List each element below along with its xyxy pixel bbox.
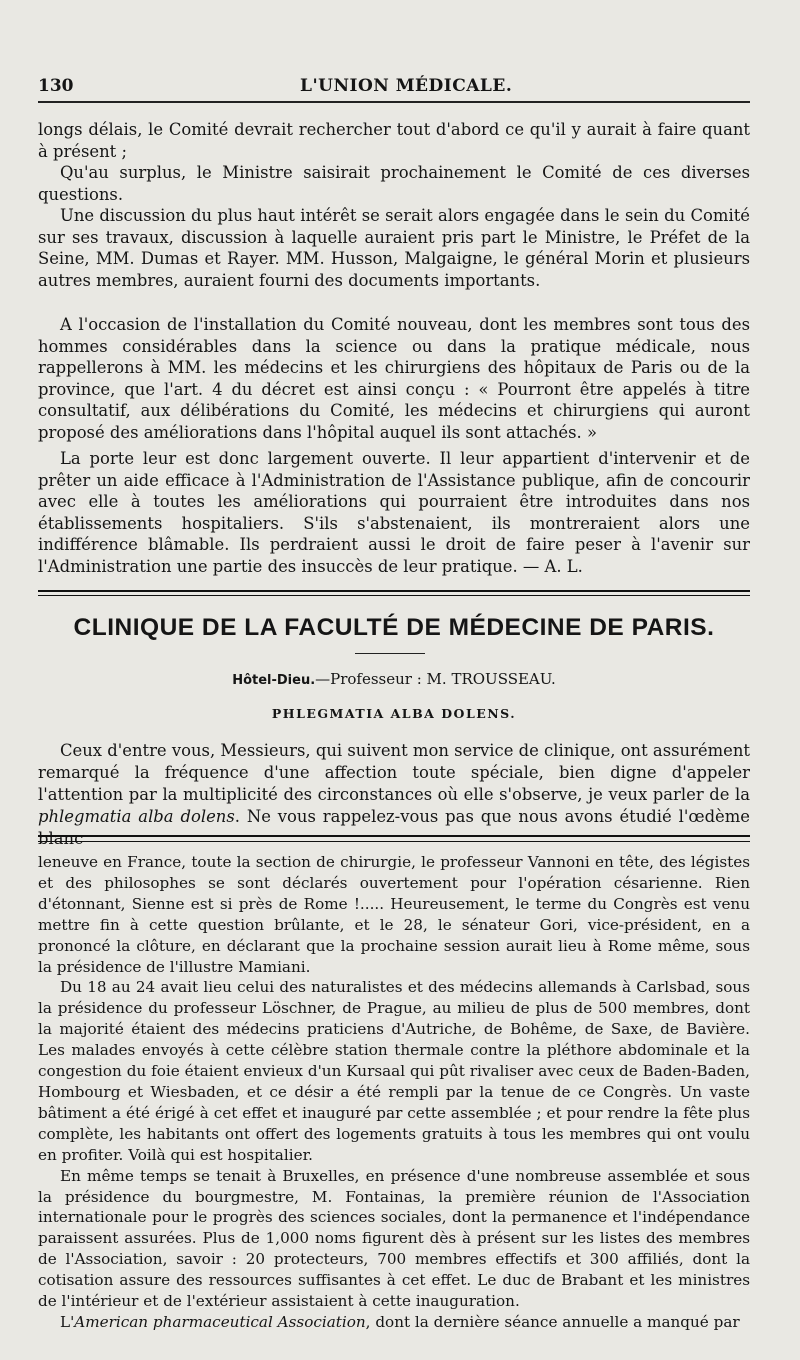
- clinique-body-start: Ceux d'entre vous, Messieurs, qui suivent mon service de clinique, ont assurément remarqué la fréquence d'une affection toute spéciale, bien digne d'appeler l'attention par la multiplicité des circonstances où elle s'observe, je veux parler de la: [38, 741, 750, 804]
- clinique-hospital-line: [38, 670, 750, 688]
- feuilleton-paragraph-3: En même temps se tenait à Bruxelles, en présence d'une nombreuse assemblée et sous la présidence du bourgmestre, M. Fontainas, la première réunion de l'Association internationale pour le progrès des sciences sociales, dont la permanence et l'indépendance paraissent assurées. Plus de 1,000 noms figurent dès à présent sur les listes des membres de l'Association, savoir : 20 protecteurs, 700 membres effectifs et 300 affiliés, dont la cotisation assure des ressources suffisantes à cet effet. Le duc de Brabant et les ministres de l'intérieur et de l'extérieur assistaient à cette inauguration.: [38, 1166, 750, 1311]
- association-name: American pharmaceutical Association: [74, 1312, 366, 1331]
- feuilleton-paragraph-4: [38, 1312, 750, 1333]
- clinique-heading: CLINIQUE DE LA FACULTÉ DE MÉDECINE DE PARIS.: [73, 614, 715, 641]
- section-divider-top: [38, 590, 750, 592]
- feuilleton-paragraph-1: leneuve en France, toute la section de chirurgie, le professeur Vannoni en tête, des légistes et des philosophes se sont déclarés ouvertement pour l'opération césarienne. Rien d'étonnant, Sienne est si près de Rome !..... Heureusement, le terme du Congrès est venu mettre fin à cette question brûlante, et le 28, le sénateur Gori, vice-président, en a prononcé la clôture, en déclarant que la prochaine session aurait lieu à Rome même, sous la présidence de l'illustre Mamiani.: [38, 853, 750, 976]
- header-rule: [38, 101, 750, 103]
- continuation-paragraph-2: Qu'au surplus, le Ministre saisirait prochainement le Comité de ces diverses questions.: [38, 163, 750, 204]
- feuilleton-paragraph-2: Du 18 au 24 avait lieu celui des naturalistes et des médecins allemands à Carlsbad, sous la présidence du professeur Löschner, de Prague, au milieu de plus de 500 membres, dont la majorité étaient des médecins praticiens d'Autriche, de Bohême, de Saxe, de Bavière. Les malades envoyés à cette célèbre station thermale contre la pléthore abdominale et la congestion du foie étaient envieux d'un Kursaal qui pût rivaliser avec ceux de Baden-Baden, Hombourg et Wiesbaden, et ce désir a été rempli par la tenue de ce Congrès. Un vaste bâtiment a été érigé à cet effet et inauguré par cette assemblée ; et pour rendre la fête plus complète, les habitants ont offert des logements gratuits à tous les membres qui ont voulu en profiter. Voilà qui est hospitalier.: [38, 978, 750, 1164]
- lecture-subject: PHLEGMATIA ALBA DOLENS.: [271, 706, 517, 721]
- page-number: 130: [38, 76, 74, 96]
- continuation-paragraph-1: longs délais, le Comité devrait rechercher tout d'abord ce qu'il y aurait à faire quant à présent ;: [38, 120, 750, 161]
- feuilleton-p4-start: L': [60, 1312, 75, 1331]
- clinique-body-italic: phlegmatia alba dolens: [38, 807, 235, 826]
- hospital-name: Hôtel-Dieu.: [232, 673, 316, 688]
- clinique-body-end: . Ne vous rappelez-vous pas que nous avons étudié l'œdème blanc: [38, 807, 751, 848]
- continuation-paragraph-4: A l'occasion de l'installation du Comité nouveau, dont les membres sont tous des hommes considérables dans la science ou dans la pratique médicale, nous rappellerons à MM. les médecins et les chirurgiens des hôpitaux de Paris ou de la province, que l'art. 4 du décret est ainsi conçu : « Pourront être appelés à titre consultatif, aux délibérations du Comité, les médecins et chirurgiens qui auront proposé des améliorations dans l'hôpital auquel ils sont attachés. »: [38, 315, 750, 442]
- section-divider-bottom: [38, 595, 750, 596]
- continuation-paragraph-5: La porte leur est donc largement ouverte. Il leur appartient d'intervenir et de prêter un aide efficace à l'Administration de l'Assistance publique, afin de concourir avec elle à toutes les améliorations qui pourraient être introduites dans nos établissements hospitaliers. S'ils s'abstenaient, ils montreraient alors une indifférence blâmable. Ils perdraient aussi le droit de faire peser à l'avenir sur l'Administration une partie des insuccès de leur pratique. — A. L.: [38, 449, 750, 576]
- professor-name: —Professeur : M. TROUSSEAU.: [315, 670, 556, 688]
- clinique-body: [38, 740, 750, 850]
- feuilleton-p4-end: , dont la dernière séance annuelle a manqué par: [365, 1312, 740, 1331]
- running-header: [38, 76, 750, 102]
- feuilleton-rule: [38, 835, 750, 842]
- heading-short-rule: [355, 653, 425, 654]
- feuilleton-column: [38, 852, 750, 1333]
- journal-title: L'UNION MÉDICALE.: [300, 76, 513, 96]
- continuation-paragraph-3: Une discussion du plus haut intérêt se serait alors engagée dans le sein du Comité sur ses travaux, discussion à laquelle auraient pris part le Ministre, le Préfet de la Seine, MM. Dumas et Rayer. MM. Husson, Malgaigne, le général Morin et plusieurs autres membres, auraient fourni des documents importants.: [38, 206, 750, 290]
